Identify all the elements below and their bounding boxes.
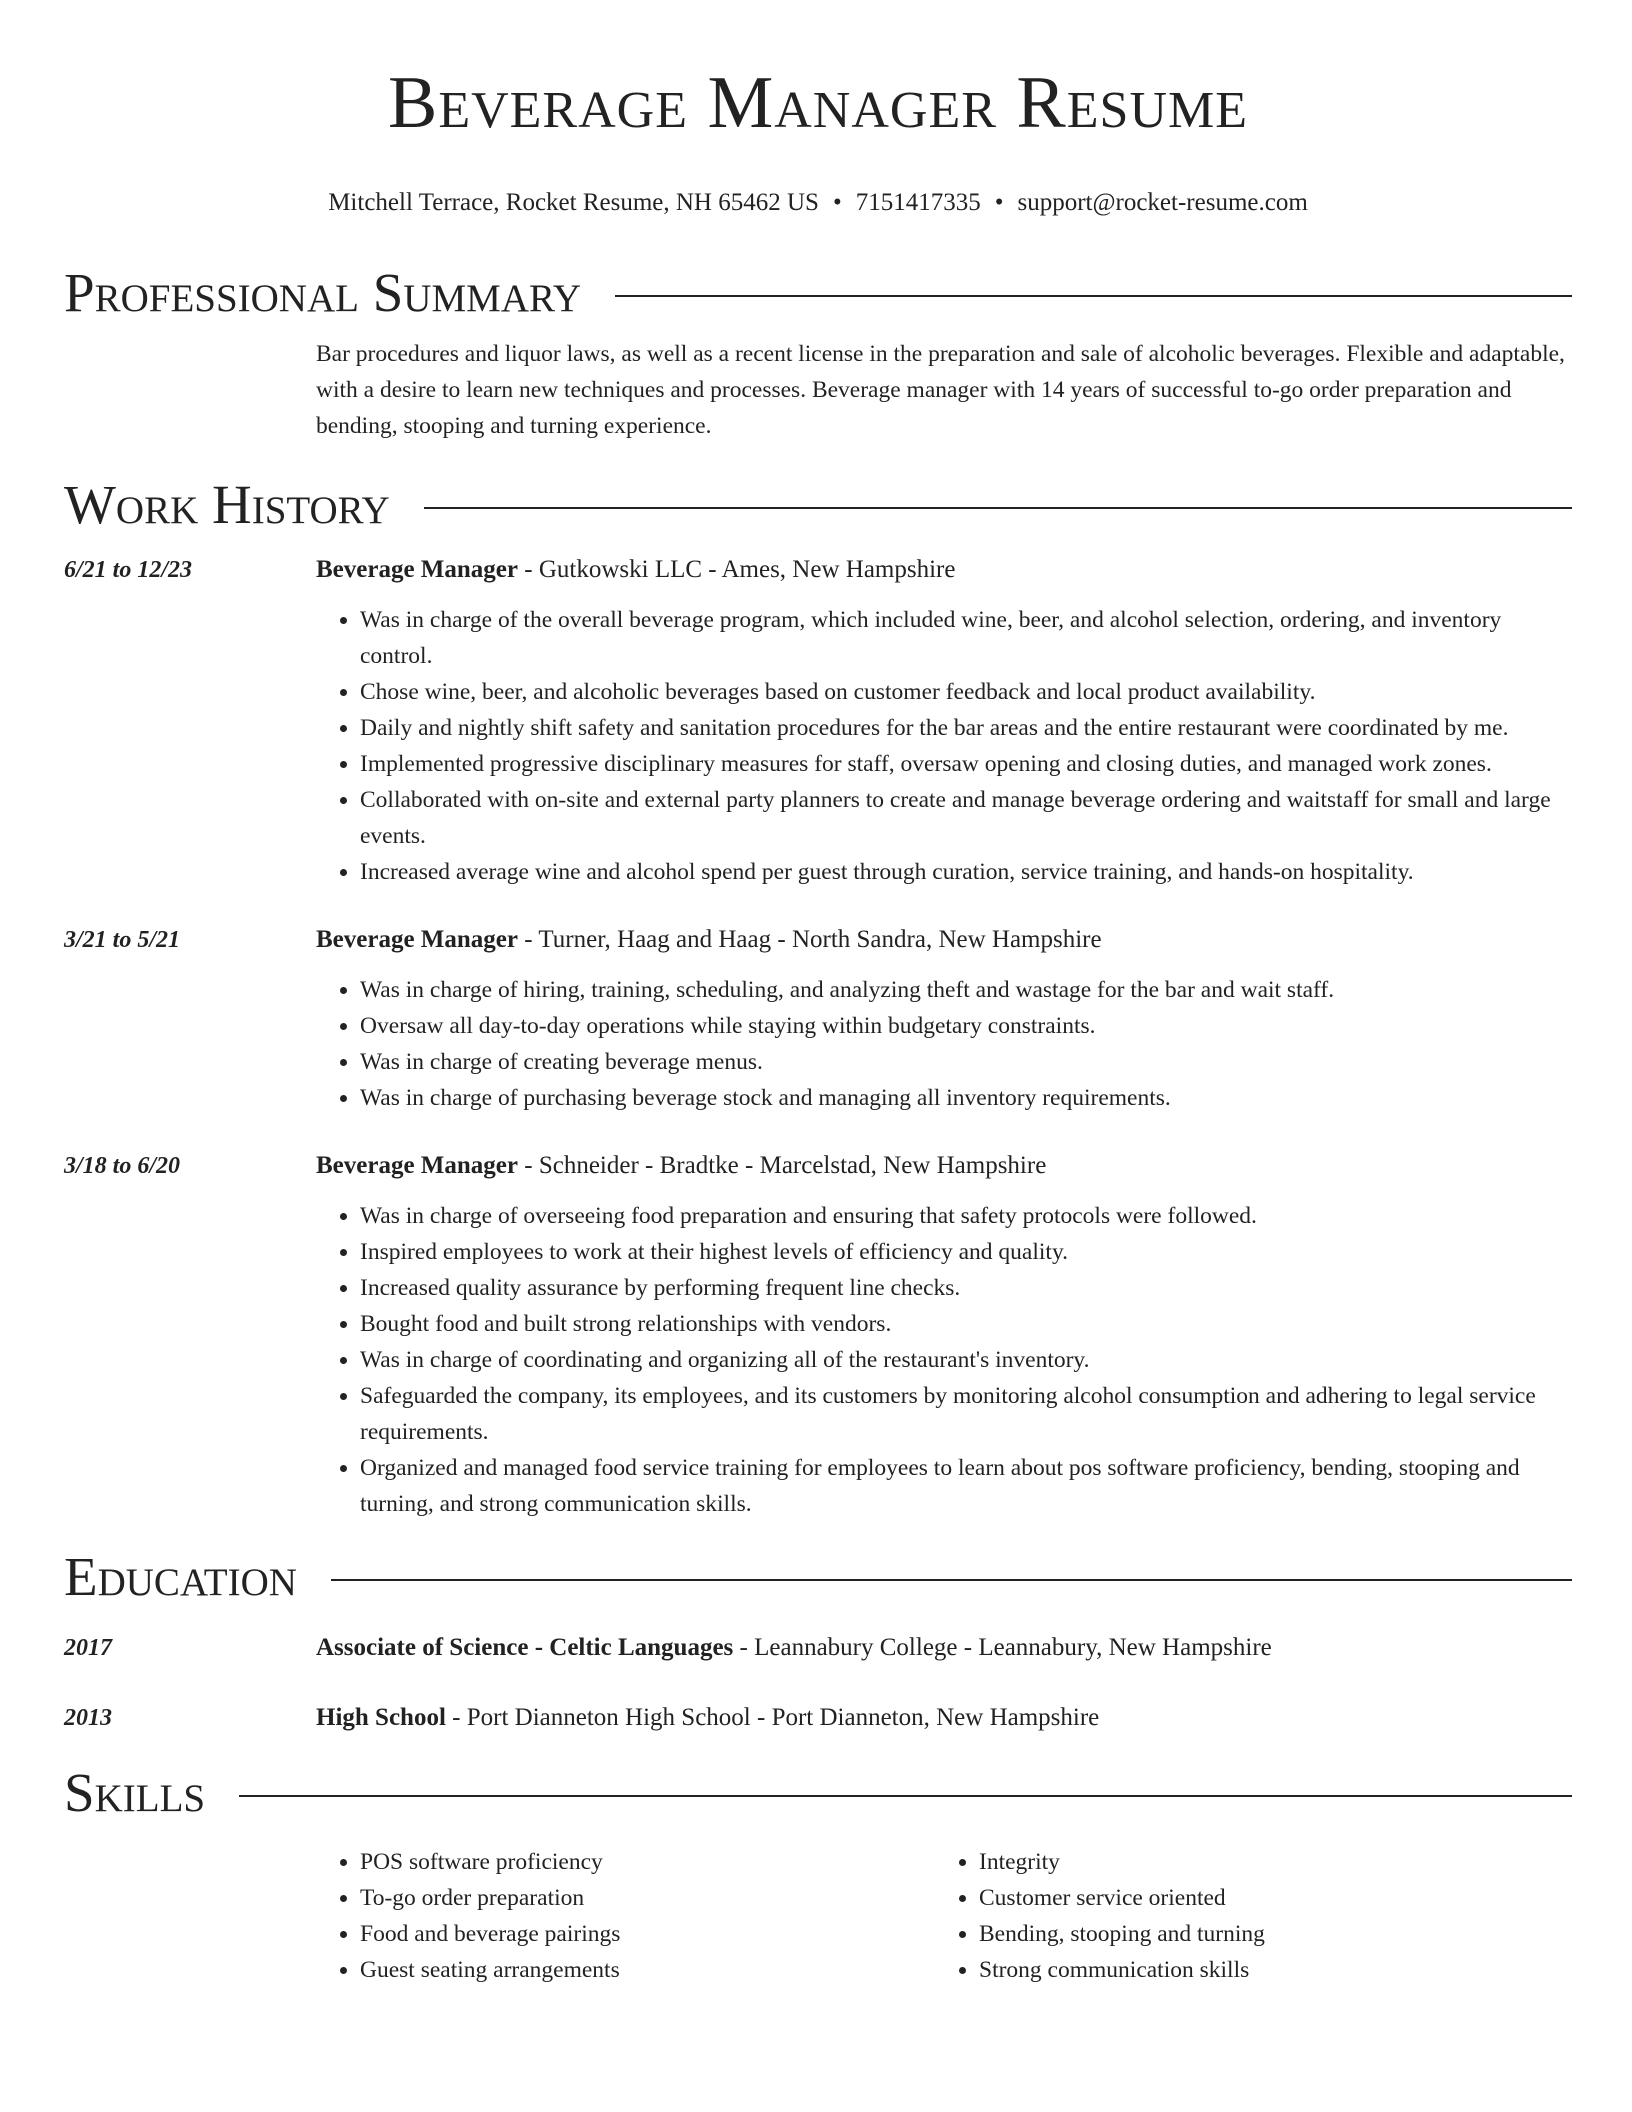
- job-bullet: • Inspired employees to work at their highest levels of efficiency and quality.: [360, 1234, 1572, 1270]
- job-entry: [64, 1148, 1572, 1522]
- resume-title: Beverage Manager Resume: [387, 62, 1249, 144]
- job-bullet: • Was in charge of hiring, training, scheduling, and analyzing theft and wastage for the bar and wait staff.: [360, 972, 1572, 1008]
- job-bullets: [316, 972, 1572, 1116]
- contact-line: [64, 188, 1572, 218]
- section-title-education: Education: [64, 1546, 297, 1607]
- job-bullet: • Organized and managed food service training for employees to learn about pos software proficiency, bending, stooping and turning, and strong communication skills.: [360, 1450, 1572, 1522]
- job-details: - Gutkowski LLC - Ames, New Hampshire: [518, 556, 956, 583]
- job-title: Beverage Manager: [316, 926, 519, 953]
- job-dates: 3/18 to 6/20: [64, 1153, 181, 1179]
- job-bullet: • Chose wine, beer, and alcoholic beverages based on customer feedback and local product availability.: [360, 674, 1572, 710]
- section-header-work-history: [64, 472, 1572, 538]
- contact-email: support@rocket-resume.com: [1017, 189, 1308, 216]
- job-bullet: • Was in charge of coordinating and organizing all of the restaurant's inventory.: [360, 1342, 1572, 1378]
- skill-item: • Customer service oriented: [979, 1880, 1554, 1916]
- education-entry: [64, 1630, 1572, 1666]
- job-heading: [316, 922, 1572, 958]
- job-bullet: • Oversaw all day-to-day operations while staying within budgetary constraints.: [360, 1008, 1572, 1044]
- job-bullet: • Implemented progressive disciplinary measures for staff, oversaw opening and closing duties, and managed work zones.: [360, 746, 1572, 782]
- education-year: 2017: [64, 1635, 112, 1661]
- job-bullet: • Was in charge of creating beverage menus.: [360, 1044, 1572, 1080]
- skill-item: • Food and beverage pairings: [360, 1916, 935, 1952]
- job-dates: 3/21 to 5/21: [64, 927, 181, 953]
- job-heading: [316, 552, 1572, 588]
- section-divider: [331, 1579, 1572, 1581]
- job-heading: [316, 1148, 1572, 1184]
- education-entry: [64, 1700, 1572, 1736]
- contact-separator: •: [994, 189, 1004, 216]
- job-entry: [64, 922, 1572, 1116]
- education-degree: Associate of Science - Celtic Languages: [316, 1634, 734, 1661]
- job-bullet: • Daily and nightly shift safety and sanitation procedures for the bar areas and the entire restaurant were coordinated by me.: [360, 710, 1572, 746]
- skill-item: • Guest seating arrangements: [360, 1952, 935, 1988]
- job-title: Beverage Manager: [316, 1152, 519, 1179]
- job-bullet: • Safeguarded the company, its employees, and its customers by monitoring alcohol consumption and adhering to legal service requirements.: [360, 1378, 1572, 1450]
- job-bullet: • Bought food and built strong relationships with vendors.: [360, 1306, 1572, 1342]
- section-divider: [239, 1795, 1572, 1797]
- education-degree: High School: [316, 1704, 446, 1731]
- resume-page: [64, 0, 1572, 1988]
- job-bullets: [316, 1198, 1572, 1522]
- contact-phone: 7151417335: [855, 189, 981, 216]
- section-header-summary: [64, 260, 1572, 326]
- skills-column-right: [935, 1844, 1554, 1988]
- job-entry: [64, 552, 1572, 890]
- skill-item: • Integrity: [979, 1844, 1554, 1880]
- education-heading: [316, 1700, 1572, 1736]
- job-bullet: • Was in charge of the overall beverage program, which included wine, beer, and alcohol selection, ordering, and inventory control.: [360, 602, 1572, 674]
- skill-item: • Strong communication skills: [979, 1952, 1554, 1988]
- education-year: 2013: [64, 1705, 112, 1731]
- section-header-skills: [64, 1760, 1572, 1826]
- job-dates: 6/21 to 12/23: [64, 557, 193, 583]
- contact-separator: •: [832, 189, 842, 216]
- job-bullet: • Collaborated with on-site and external party planners to create and manage beverage ordering and waitstaff for small and large events.: [360, 782, 1572, 854]
- skills-list: [316, 1844, 1572, 1988]
- section-title-skills: Skills: [64, 1762, 206, 1823]
- education-heading: [316, 1630, 1572, 1666]
- job-bullets: [316, 602, 1572, 890]
- education-details: - Leannabury College - Leannabury, New Hampshire: [733, 1634, 1272, 1661]
- skill-item: • To-go order preparation: [360, 1880, 935, 1916]
- skill-item: • Bending, stooping and turning: [979, 1916, 1554, 1952]
- section-title-work-history: Work History: [64, 474, 390, 535]
- section-divider: [424, 507, 1572, 509]
- job-bullet: • Increased average wine and alcohol spend per guest through curation, service training, and hands-on hospitality.: [360, 854, 1572, 890]
- job-details: - Schneider - Bradtke - Marcelstad, New Hampshire: [518, 1152, 1047, 1179]
- skills-column-left: [316, 1844, 935, 1988]
- job-title: Beverage Manager: [316, 556, 519, 583]
- education-details: - Port Dianneton High School - Port Dianneton, New Hampshire: [445, 1704, 1100, 1731]
- section-title-summary: Professional Summary: [64, 262, 582, 323]
- section-divider: [615, 295, 1572, 297]
- job-details: - Turner, Haag and Haag - North Sandra, New Hampshire: [518, 926, 1102, 953]
- job-bullet: • Was in charge of overseeing food preparation and ensuring that safety protocols were followed.: [360, 1198, 1572, 1234]
- section-header-education: [64, 1544, 1572, 1610]
- job-bullet: • Increased quality assurance by performing frequent line checks.: [360, 1270, 1572, 1306]
- summary-text: Bar procedures and liquor laws, as well as a recent license in the preparation and sale of alcoholic beverages. Flexible and adaptable, with a desire to learn new techniques and processes. Beverage manager with 14 years of successful to-go order preparation and bending, stooping and turning experience.: [316, 341, 1565, 439]
- skill-item: • POS software proficiency: [360, 1844, 935, 1880]
- contact-address: Mitchell Terrace, Rocket Resume, NH 65462 US: [328, 189, 819, 216]
- job-bullet: • Was in charge of purchasing beverage stock and managing all inventory requirements.: [360, 1080, 1572, 1116]
